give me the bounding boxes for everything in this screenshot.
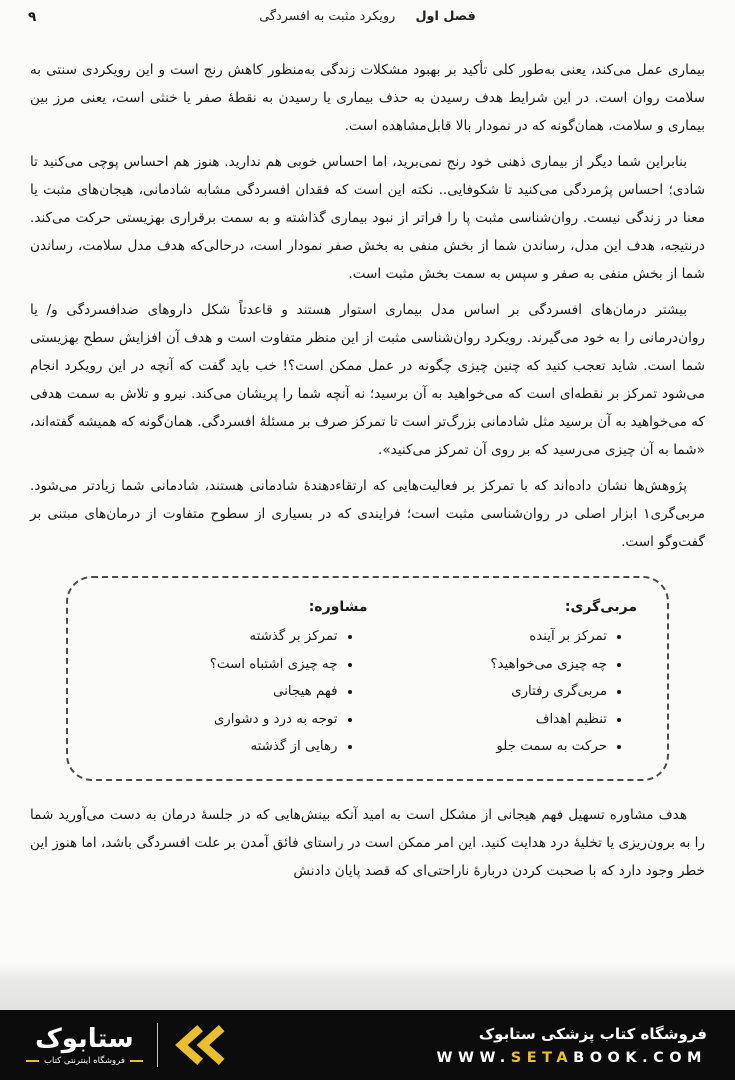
counseling-list <box>98 623 368 761</box>
logo-text <box>26 1025 143 1066</box>
page-header <box>0 0 735 30</box>
store-info <box>436 1025 707 1066</box>
logo-wordmark: ستابوک <box>35 1023 134 1054</box>
website-rest: BOOK.COM <box>573 1049 707 1066</box>
page-edge-shading <box>0 962 735 1010</box>
list-item: • چه چیزی اشتباه است؟ <box>98 651 338 679</box>
list-item: • تمرکز بر گذشته <box>98 623 338 651</box>
running-head <box>0 9 735 24</box>
coaching-title: مربی‌گری: <box>564 599 637 615</box>
book-title: رویکرد مثبت به افسردگی <box>259 9 396 24</box>
list-item: • توجه به درد و دشواری <box>98 706 338 734</box>
double-chevron-icon <box>172 1022 232 1068</box>
tagline-dash-left <box>26 1060 39 1062</box>
setabook-logo <box>26 1022 232 1068</box>
paragraph-1: بیماری عمل می‌کند، یعنی به‌طور کلی تأکید بر بهبود مشکلات زندگی به‌منظور کاهش رنج است و این رویکردی سنتی به سلامت روان است. در این شرایط هدف رسیدن به حذف بیماری یا رسیدن به نقطهٔ صفر یا خنثی است، یعنی مرز بین بیماری و سلامت، همان‌گونه که در نمودار بالا قابل‌مشاهده است. <box>30 62 705 134</box>
counseling-title: مشاوره: <box>308 599 368 615</box>
chapter-label: فصل اول <box>415 9 476 24</box>
paragraph-4: پژوهش‌ها نشان داده‌اند که با تمرکز بر فعالیت‌هایی که ارتقاءدهندهٔ شادمانی هستند، شادمانی شما زیادتر می‌شود. مربی‌گری۱ ابزار اصلی در روان‌شناسی مثبت است؛ فرایندی که در بسیاری از سطوح متفاوت از درمان‌های مبتنی بر گفت‌وگو است. <box>30 478 705 550</box>
counseling-column <box>98 594 368 761</box>
coaching-list <box>368 623 638 761</box>
list-item: • تمرکز بر آینده <box>368 623 608 651</box>
page-body <box>0 30 735 885</box>
website-brand: SETA <box>510 1049 574 1066</box>
list-item: • مربی‌گری رفتاری <box>368 678 608 706</box>
tagline-dash-right <box>130 1060 143 1062</box>
logo-separator <box>157 1023 159 1067</box>
list-item: • تنظیم اهداف <box>368 706 608 734</box>
paragraph-3: بیشتر درمان‌های افسردگی بر اساس مدل بیماری استوار هستند و قاعدتاً شکل داروهای ضدافسردگی و/ یا روان‌درمانی را به خود می‌گیرند. رویکرد روان‌شناسی مثبت از این منظر متفاوت است و هدف آن افزایش سطح بهزیستی شما است. شاید تعجب کنید که چنین چیزی چگونه در عمل ممکن است؟! خب باید گفت که آنچه در این رویکرد انجام می‌شود تمرکز بر نقطه‌ای است که می‌خواهید به آن برسید؛ نه آنچه شما را پریشان می‌کند. نیرو و تلاش به سمت هدفی که می‌خواهید به آن برسید مثل شادمانی بزرگ‌تر است تا تمرکز صرف بر مسئلهٔ افسردگی. همان‌گونه که همیشه گفته‌اند، «شما به آن چیزی می‌رسید که بر روی آن تمرکز می‌کنید». <box>30 302 705 458</box>
publisher-footer <box>0 1010 735 1080</box>
list-item: • حرکت به سمت جلو <box>368 733 608 761</box>
page-number: ٩ <box>28 9 37 25</box>
coaching-vs-counseling-box <box>66 576 669 781</box>
logo-tagline: فروشگاه اینترنتی کتاب <box>44 1055 125 1066</box>
paragraph-5: هدف مشاوره تسهیل فهم هیجانی از مشکل است به امید آنکه بینش‌هایی که در جلسهٔ درمان به دست می‌آورید شما را به برون‌ریزی یا تخلیهٔ درد هدایت کنید. این امر ممکن است در راستای فائق آمدن بر علت افسردگی باشد، اما هنوز این خطر وجود دارد که با صحبت کردن دربارهٔ ناراحتی‌ای که قصد پایان دادنش <box>30 806 705 879</box>
list-item: • چه چیزی می‌خواهید؟ <box>368 651 608 679</box>
website-prefix: WWW. <box>436 1049 511 1066</box>
store-name: فروشگاه کتاب پزشکی ستابوک <box>478 1024 707 1043</box>
list-item: • رهایی از گذشته <box>98 733 338 761</box>
paragraph-2: بنابراین شما دیگر از بیماری ذهنی خود رنج نمی‌برید، اما احساس خوبی هم ندارید. هنوز هم احساس پوچی می‌کنید تا شادی؛ احساس پژمردگی می‌کنید تا شکوفایی.. نکته این است که فقدان افسردگی مشابه شادمانی، هیجان‌های مثبت یا معنا در زندگی نیست. روان‌شناسی مثبت پا را فراتر از نبود بیماری گذاشته و به سمت برقراری بهزیستی حرکت می‌کند. درنتیجه، هدف این مدل، رساندن شما از بخش منفی به بخش صفر نمودار است، درحالی‌که هدف مدل سلامت، رساندن شما از بخش منفی به صفر و سپس به سمت بخش مثبت است. <box>30 154 705 282</box>
list-item: • فهم هیجانی <box>98 678 338 706</box>
website-url <box>436 1050 707 1066</box>
logo-tagline-row <box>26 1056 143 1066</box>
coaching-column <box>368 594 638 761</box>
